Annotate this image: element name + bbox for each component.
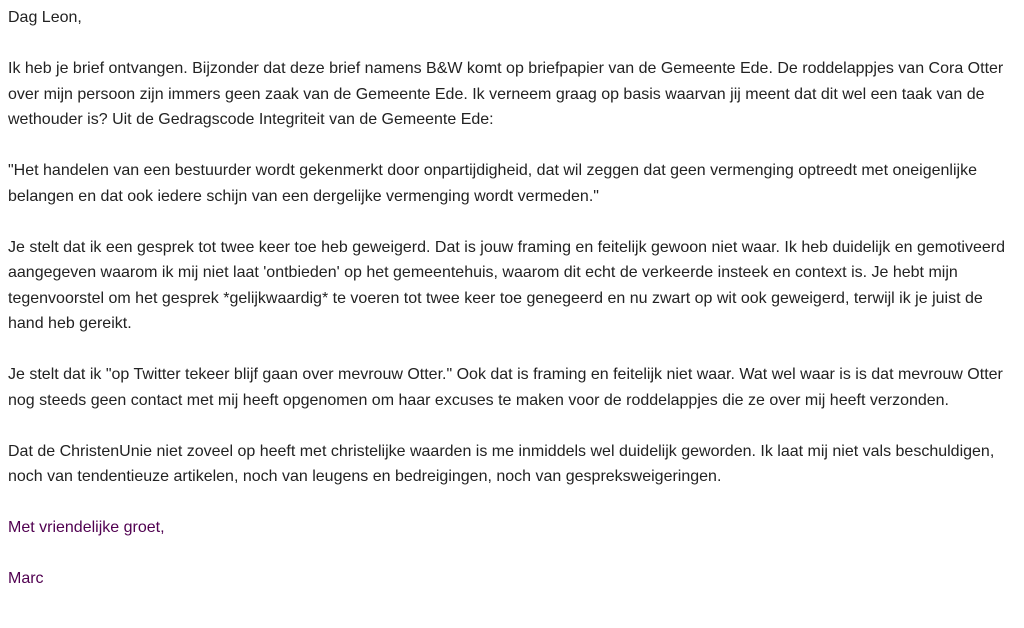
- email-paragraph-1: Ik heb je brief ontvangen. Bijzonder dat deze brief namens B&W komt op briefpapier van de Gemeente Ede. De roddelappjes van Cora Otter over mijn persoon zijn immers geen zaak van de Gemeente Ede. Ik verneem graag op basis waarvan jij meent dat dit wel een taak van de wethouder is? Uit de Gedragscode Integriteit van de Gemeente Ede:: [8, 60, 1004, 128]
- email-paragraph-3: Je stelt dat ik een gesprek tot twee keer toe heb geweigerd. Dat is jouw framing en feitelijk gewoon niet waar. Ik heb duidelijk en gemotiveerd aangegeven waarom ik mij niet laat 'ontbieden' op het gemeentehuis, waarom dit echt de verkeerde insteek en context is. Je hebt mijn tegenvoorstel om het gesprek *gelijkwaardig* te voeren tot twee keer toe genegeerd en nu zwart op wit ook geweigerd, terwijl ik je juist de hand heb gereikt.: [8, 238, 1006, 332]
- email-signature: Marc: [8, 570, 44, 587]
- email-greeting: Dag Leon,: [8, 9, 82, 26]
- email-closing: Met vriendelijke groet,: [8, 519, 165, 536]
- email-quote-paragraph: "Het handelen van een bestuurder wordt gekenmerkt door onpartijdigheid, dat wil zeggen dat geen vermenging optreedt met oneigenlijke belangen en dat ook iedere schijn van een dergelijke vermenging wordt vermeden.": [8, 162, 977, 205]
- email-paragraph-5: Dat de ChristenUnie niet zoveel op heeft met christelijke waarden is me inmiddels wel duidelijk geworden. Ik laat mij niet vals beschuldigen, noch van tendentieuze artikelen, noch van leugens en bedreigingen, noch van gespreksweigeringen.: [8, 442, 995, 485]
- email-paragraph-4: Je stelt dat ik "op Twitter tekeer blijf gaan over mevrouw Otter." Ook dat is framing en feitelijk niet waar. Wat wel waar is is dat mevrouw Otter nog steeds geen contact met mij heeft opgenomen om haar excuses te maken voor de roddelappjes die ze over mij heeft verzonden.: [8, 366, 1003, 409]
